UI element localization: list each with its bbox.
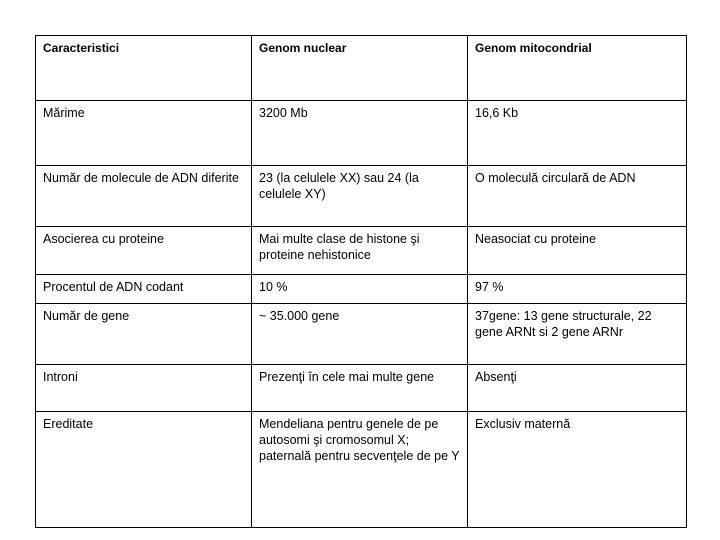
mitochondrial-value: Neasociat cu proteine xyxy=(468,227,687,275)
header-nuclear-genome: Genom nuclear xyxy=(252,36,468,101)
nuclear-value: 23 (la celulele XX) sau 24 (la celulele XY) xyxy=(252,166,468,227)
mitochondrial-value: O moleculă circulară de ADN xyxy=(468,166,687,227)
nuclear-value: Mai multe clase de histone şi proteine nehistonice xyxy=(252,227,468,275)
table-header-row xyxy=(36,36,687,101)
row-label: Număr de gene xyxy=(36,304,252,365)
row-label: Număr de molecule de ADN diferite xyxy=(36,166,252,227)
mitochondrial-value: 37gene: 13 gene structurale, 22 gene ARNt si 2 gene ARNr xyxy=(468,304,687,365)
nuclear-value: 10 % xyxy=(252,275,468,304)
table-row xyxy=(36,166,687,227)
nuclear-value: 3200 Mb xyxy=(252,101,468,166)
nuclear-value: Mendeliana pentru genele de pe autosomi şi cromosomul X; paternală pentru secvenţele de pe Y xyxy=(252,412,468,528)
header-characteristics: Caracteristici xyxy=(36,36,252,101)
genome-comparison-table xyxy=(35,35,687,528)
table-row xyxy=(36,304,687,365)
nuclear-value: Prezenţi în cele mai multe gene xyxy=(252,365,468,412)
table-row xyxy=(36,227,687,275)
row-label: Ereditate xyxy=(36,412,252,528)
mitochondrial-value: Absenţi xyxy=(468,365,687,412)
table-row xyxy=(36,365,687,412)
nuclear-value: ~ 35.000 gene xyxy=(252,304,468,365)
header-mitochondrial-genome: Genom mitocondrial xyxy=(468,36,687,101)
table-row xyxy=(36,101,687,166)
table-row xyxy=(36,275,687,304)
row-label: Procentul de ADN codant xyxy=(36,275,252,304)
table-row xyxy=(36,412,687,528)
mitochondrial-value: Exclusiv maternă xyxy=(468,412,687,528)
row-label: Introni xyxy=(36,365,252,412)
mitochondrial-value: 16,6 Kb xyxy=(468,101,687,166)
mitochondrial-value: 97 % xyxy=(468,275,687,304)
row-label: Asocierea cu proteine xyxy=(36,227,252,275)
row-label: Mărime xyxy=(36,101,252,166)
